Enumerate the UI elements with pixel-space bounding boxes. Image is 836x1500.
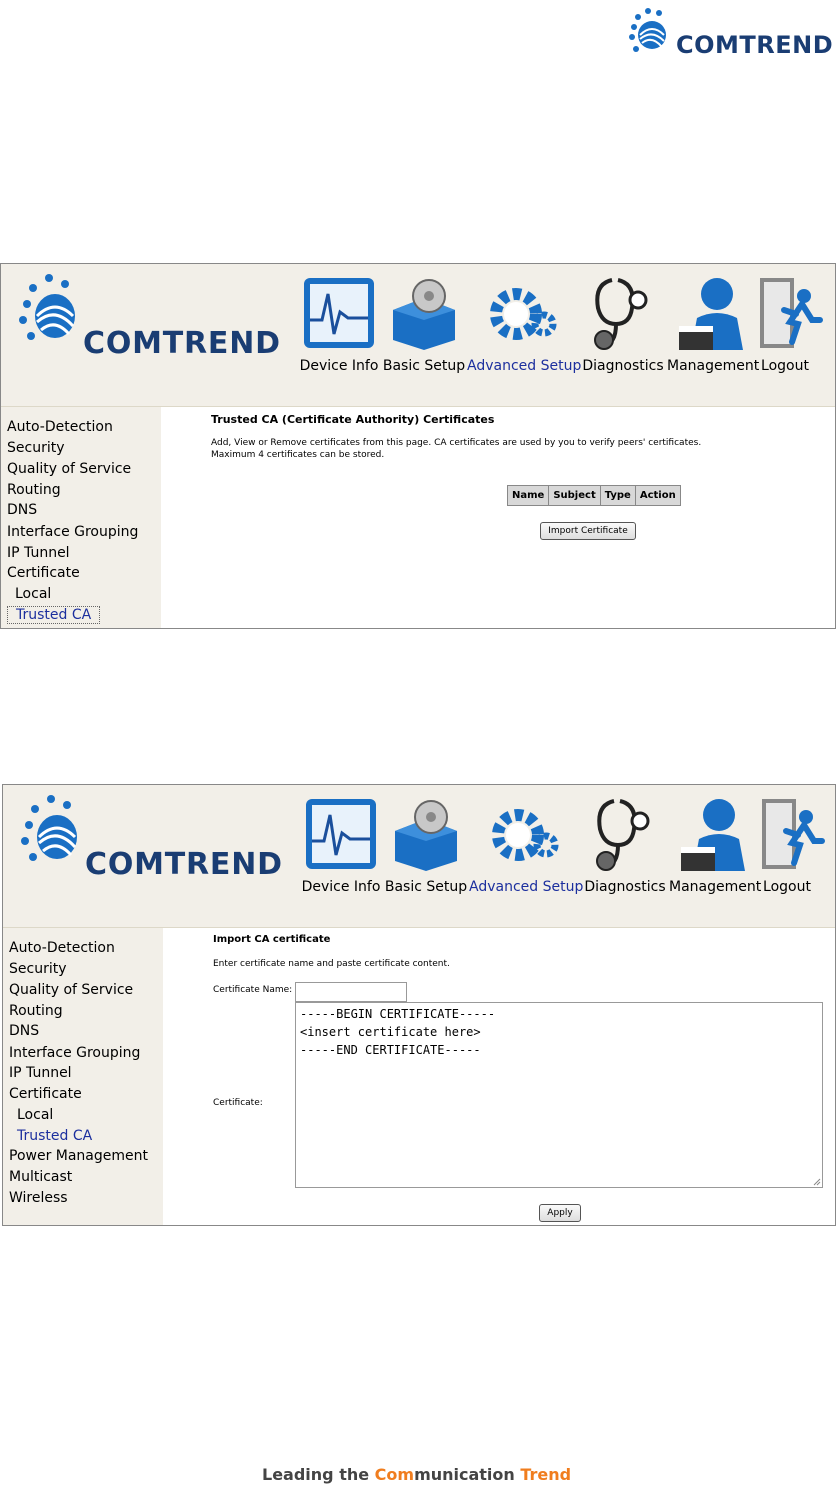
basic-setup-icon (387, 795, 465, 873)
comtrend-logo-mark-icon (626, 5, 674, 61)
device-info-icon (302, 795, 380, 873)
import-ca-screen (2, 784, 836, 1226)
sidebar-item-dns[interactable]: DNS (7, 502, 38, 518)
comtrend-logo (626, 5, 832, 61)
nav-advanced-setup[interactable] (469, 785, 584, 927)
certificate-name-input[interactable] (295, 982, 407, 1002)
nav-label: Management (669, 879, 762, 895)
banner-logo-text: COMTREND (85, 847, 283, 882)
nav-basic-setup[interactable] (381, 264, 467, 406)
sidebar-item-power-management[interactable]: Power Management (9, 1148, 149, 1164)
sidebar-item-routing[interactable]: Routing (7, 482, 61, 498)
nav-device-info[interactable] (297, 264, 381, 406)
main-content (165, 928, 835, 1225)
advanced-setup-icon (486, 795, 564, 873)
tagline-highlight: Com (374, 1465, 415, 1484)
sidebar-item-routing[interactable]: Routing (9, 1003, 63, 1019)
sidebar-item-interface-grouping[interactable]: Interface Grouping (7, 524, 139, 540)
nav-label: Advanced Setup (467, 358, 582, 374)
nav-basic-setup[interactable] (383, 785, 469, 927)
nav-label: Logout (763, 879, 811, 895)
diagnostics-icon (586, 795, 664, 873)
logout-icon (746, 274, 824, 352)
nav-diagnostics[interactable] (581, 785, 669, 927)
certificate-label: Certificate: (213, 1098, 263, 1108)
nav-label: Logout (761, 358, 809, 374)
page-description: Enter certificate name and paste certificate content. (213, 959, 450, 969)
sidebar-item-local[interactable]: Local (17, 1107, 54, 1123)
banner-logo (19, 791, 283, 887)
comtrend-logo-text: COMTREND (676, 31, 834, 59)
device-info-icon (300, 274, 378, 352)
sidebar-item-auto-detection[interactable]: Auto-Detection (9, 940, 115, 956)
resize-grip-icon[interactable] (811, 1176, 821, 1186)
advanced-setup-icon (484, 274, 562, 352)
page-description: Add, View or Remove certificates from this page. CA certificates are used by you to verify peers' certificates. (211, 438, 702, 448)
sidebar-item-trusted-ca[interactable]: Trusted CA (7, 606, 100, 624)
tagline-part: munication (414, 1465, 521, 1484)
certificate-name-label: Certificate Name: (213, 985, 293, 995)
sidebar-item-local[interactable]: Local (15, 586, 52, 602)
nav-logout[interactable] (759, 785, 815, 927)
nav-label: Management (667, 358, 760, 374)
sidebar-item-ip-tunnel[interactable]: IP Tunnel (7, 545, 70, 561)
apply-button[interactable]: Apply (539, 1204, 581, 1222)
comtrend-logo-mark-icon (17, 270, 87, 360)
nav-label: Diagnostics (584, 879, 666, 895)
banner-logo (17, 270, 281, 366)
nav-management[interactable] (669, 785, 762, 927)
footer-tagline (262, 1465, 571, 1484)
table-header-row (508, 486, 681, 506)
nav-management[interactable] (667, 264, 760, 406)
sidebar-item-trusted-ca[interactable]: Trusted CA (17, 1128, 93, 1144)
table-header: Type (600, 486, 635, 506)
sidebar-item-security[interactable]: Security (7, 440, 65, 456)
sidebar-item-certificate[interactable]: Certificate (7, 565, 80, 581)
import-certificate-button[interactable]: Import Certificate (540, 522, 636, 540)
diagnostics-icon (584, 274, 662, 352)
sidebar-item-interface-grouping[interactable]: Interface Grouping (9, 1045, 141, 1061)
banner (3, 785, 835, 928)
nav-diagnostics[interactable] (579, 264, 667, 406)
page-title: Trusted CA (Certificate Authority) Certificates (211, 413, 495, 426)
sidebar-item-certificate[interactable]: Certificate (9, 1086, 82, 1102)
basic-setup-icon (385, 274, 463, 352)
tagline-part: Leading the (262, 1465, 375, 1484)
sidebar-item-quality-of-service[interactable]: Quality of Service (9, 982, 134, 998)
banner (1, 264, 835, 407)
sidebar (3, 928, 163, 1225)
banner-logo-text: COMTREND (83, 326, 281, 361)
certificate-textarea[interactable]: -----BEGIN CERTIFICATE----- <insert certificate here> -----END CERTIFICATE----- (295, 1002, 823, 1188)
nav-label: Advanced Setup (469, 879, 584, 895)
nav-label: Diagnostics (582, 358, 664, 374)
nav-label: Device Info (301, 879, 381, 895)
table-header: Name (508, 486, 549, 506)
sidebar-item-quality-of-service[interactable]: Quality of Service (7, 461, 132, 477)
logout-icon (748, 795, 826, 873)
nav-advanced-setup[interactable] (467, 264, 582, 406)
sidebar-item-wireless[interactable]: Wireless (9, 1190, 68, 1206)
trusted-ca-screen (0, 263, 836, 629)
sidebar-item-dns[interactable]: DNS (9, 1023, 40, 1039)
comtrend-logo-mark-icon (19, 791, 89, 881)
sidebar-item-auto-detection[interactable]: Auto-Detection (7, 419, 113, 435)
table-header: Subject (549, 486, 600, 506)
sidebar (1, 407, 161, 628)
page-note: Maximum 4 certificates can be stored. (211, 450, 385, 460)
nav-label: Basic Setup (384, 879, 468, 895)
tagline-highlight: Trend (520, 1465, 572, 1484)
nav-label: Basic Setup (382, 358, 466, 374)
table-header: Action (635, 486, 680, 506)
nav-logout[interactable] (757, 264, 813, 406)
management-icon (673, 274, 751, 352)
page-title: Import CA certificate (213, 934, 331, 945)
main-content (161, 407, 835, 628)
sidebar-item-ip-tunnel[interactable]: IP Tunnel (9, 1065, 72, 1081)
nav-device-info[interactable] (299, 785, 383, 927)
nav-label: Device Info (299, 358, 379, 374)
certificate-table (507, 485, 681, 506)
sidebar-item-multicast[interactable]: Multicast (9, 1169, 73, 1185)
sidebar-item-security[interactable]: Security (9, 961, 67, 977)
management-icon (675, 795, 753, 873)
